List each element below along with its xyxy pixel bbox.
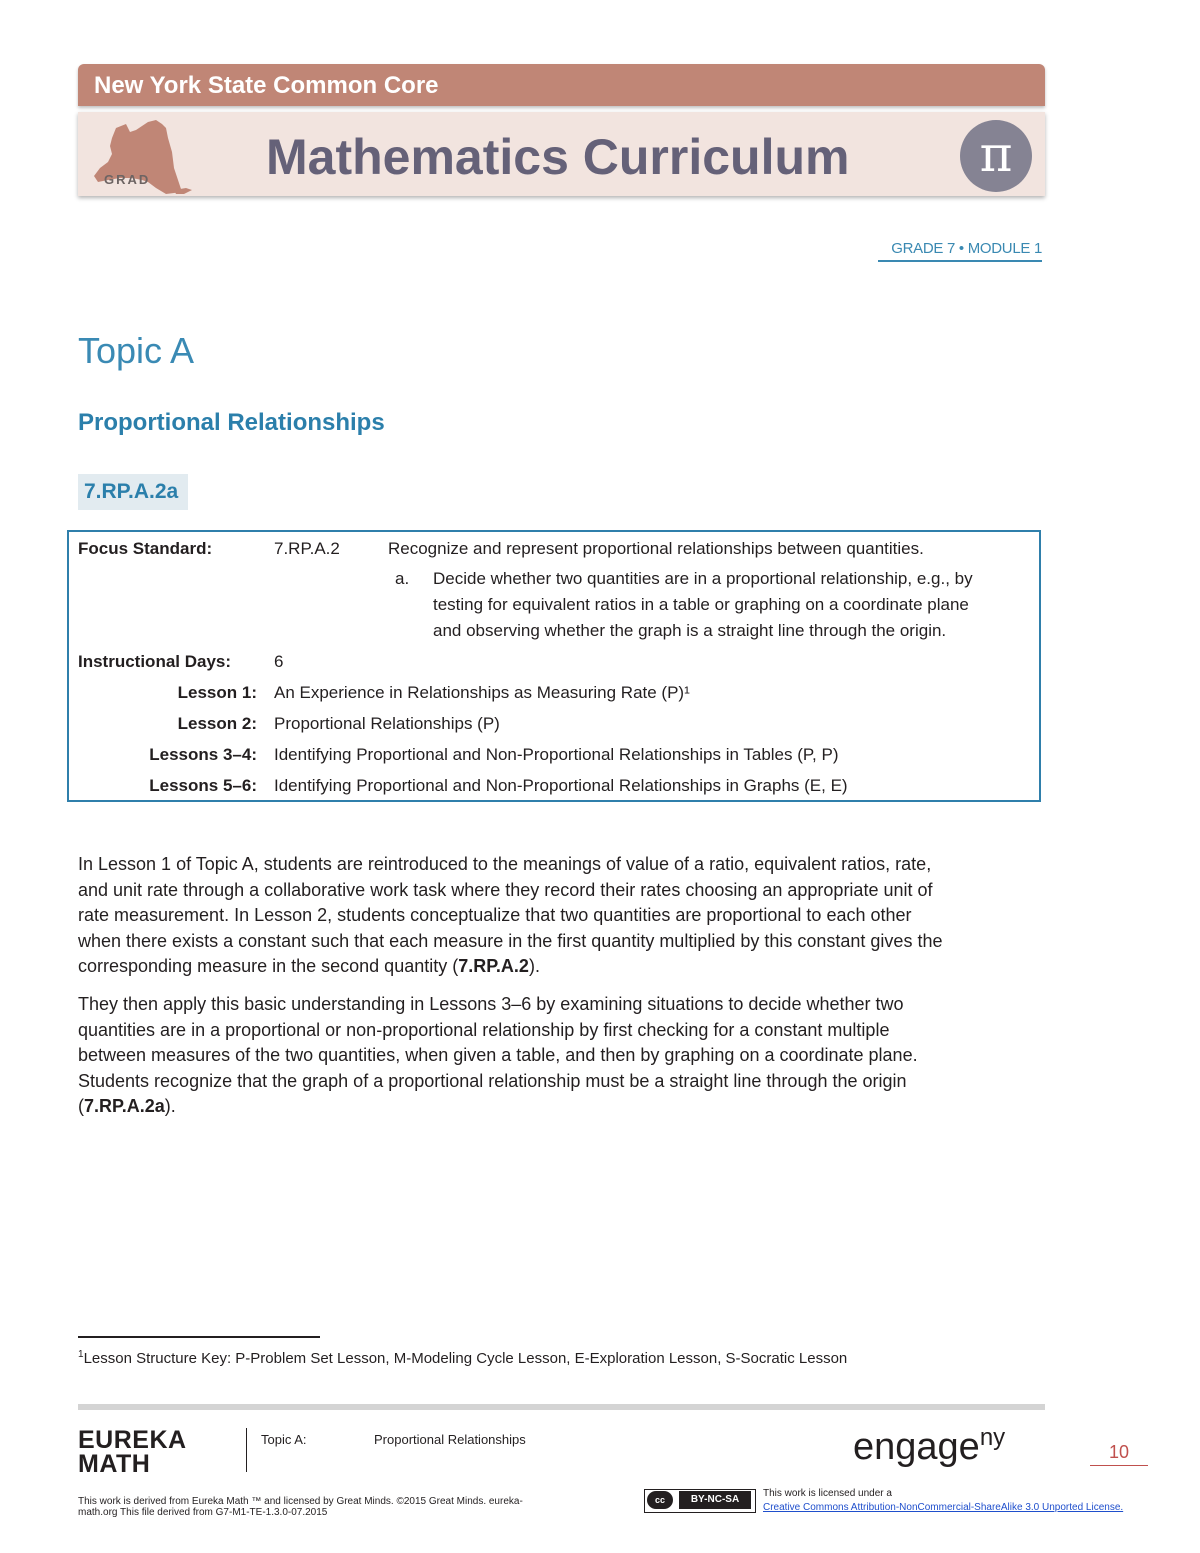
sub-line-1: Decide whether two quantities are in a proportional relationship, e.g., by [433,569,973,588]
creative-commons-badge[interactable] [644,1489,756,1513]
pi-icon: π [960,120,1032,192]
sub-line-2: testing for equivalent ratios in a table or graphing on a coordinate plane [433,595,969,614]
focus-code: 7.RP.A.2 [274,539,340,558]
line-text: ). [528,956,540,976]
paragraph-line: rate measurement. In Lesson 2, students conceptualize that two quantities are proportional to each other [78,905,912,925]
line-text: ). [164,1096,176,1116]
footer-divider [78,1404,1045,1410]
credit-text [78,1496,558,1518]
paragraph-line: and unit rate through a collaborative work task where they record their rates choosing an appropriate unit of [78,879,933,900]
curriculum-banner [78,112,1045,196]
lesson-label: Lesson 1: [177,683,257,702]
footer-topic-name: Proportional Relationships [374,1432,526,1447]
footnote-divider [78,1336,320,1338]
eureka-logo-line1: EUREKA [78,1426,187,1454]
separator-dot: • [958,240,964,257]
line-text: corresponding measure in the second quantity ( [78,956,459,976]
footnote-marker: 1 [78,1349,84,1360]
license-text: This work is licensed under a [763,1488,892,1499]
paragraph-line: In Lesson 1 of Topic A, students are reintroduced to the meanings of value of a ratio, equivalent ratios, rate, [78,854,932,874]
footnote [78,1349,847,1367]
engage-sup: ny [979,1424,1006,1451]
footer-vertical-divider [246,1428,247,1472]
paragraph-line: between measures of the two quantities, when given a table, and then by graphing on a coordinate plane. [78,1045,918,1065]
paragraph-1 [78,852,1043,980]
banner-title: New York State Common Core [94,72,439,99]
paragraph-line: when there exists a constant such that each measure in the first quantity multiplied by this constant gives the [78,930,943,951]
eureka-math-logo [78,1428,187,1476]
focus-standard-box [67,530,1041,802]
cc-license-type: BY-NC-SA [679,1491,751,1509]
credit-line: math.org This file derived from G7-M1-TE-1.3.0-07.2015 [78,1507,328,1518]
header-banner [78,64,1045,106]
lesson-text: Identifying Proportional and Non-Proportional Relationships in Tables (P, P) [274,745,839,764]
sub-line-3: and observing whether the graph is a straight line through the origin. [433,621,947,640]
eureka-logo-line2: MATH [78,1450,151,1478]
paragraph-line [78,1094,1043,1120]
lesson-text: An Experience in Relationships as Measuring Rate (P)¹ [274,683,690,702]
days-value: 6 [274,652,284,671]
lesson-text: Proportional Relationships (P) [274,714,500,733]
lesson-text: Identifying Proportional and Non-Proportional Relationships in Graphs (E, E) [274,776,848,795]
grade-text: GRADE 7 [891,240,955,257]
lesson-label: Lessons 5–6: [149,776,257,795]
sub-marker: a. [395,569,410,588]
engageny-logo [853,1426,1005,1469]
lesson-label: Lessons 3–4: [149,745,257,764]
curriculum-title: Mathematics Curriculum [266,129,850,185]
standard-tag-text: 7.RP.A.2a [84,480,179,503]
standard-ref: 7.RP.A.2 [458,956,529,976]
topic-subtitle: Proportional Relationships [78,409,385,436]
cc-icon: cc [647,1491,673,1509]
paragraph-line: Students recognize that the graph of a proportional relationship must be a straight line through the origin [78,1070,907,1091]
credit-line: This work is derived from Eureka Math ™ and licensed by Great Minds. ©2015 Great Minds. eureka- [78,1496,523,1507]
line-text: ( [78,1096,84,1116]
grade-module-label [878,240,1042,262]
days-label: Instructional Days: [78,652,232,671]
topic-title: Topic A [78,330,195,371]
footer-topic-label: Topic A: [261,1432,307,1447]
paragraph-line: quantities are in a proportional or non-proportional relationship by first checking for a constant multiple [78,1019,890,1040]
footnote-text: Lesson Structure Key: P-Problem Set Lesson, M-Modeling Cycle Lesson, E-Exploration Lesson, S-Socratic Lesson [83,1350,848,1367]
module-text: MODULE 1 [967,240,1042,257]
paragraph-2 [78,992,1043,1120]
focus-text: Recognize and represent proportional relationships between quantities. [388,539,924,558]
license-link[interactable]: Creative Commons Attribution-NonCommercial-ShareAlike 3.0 Unported License. [763,1502,1124,1513]
standard-ref: 7.RP.A.2a [84,1096,165,1116]
grade-label: GRAD [104,172,151,187]
engage-text: engage [853,1426,980,1468]
standard-tag [78,474,188,510]
lesson-label: Lesson 2: [177,714,257,733]
page-number: 10 [1090,1442,1148,1466]
focus-label: Focus Standard: [78,539,213,558]
paragraph-line [78,954,1043,980]
paragraph-line: They then apply this basic understanding in Lessons 3–6 by examining situations to decide whether two [78,994,904,1014]
